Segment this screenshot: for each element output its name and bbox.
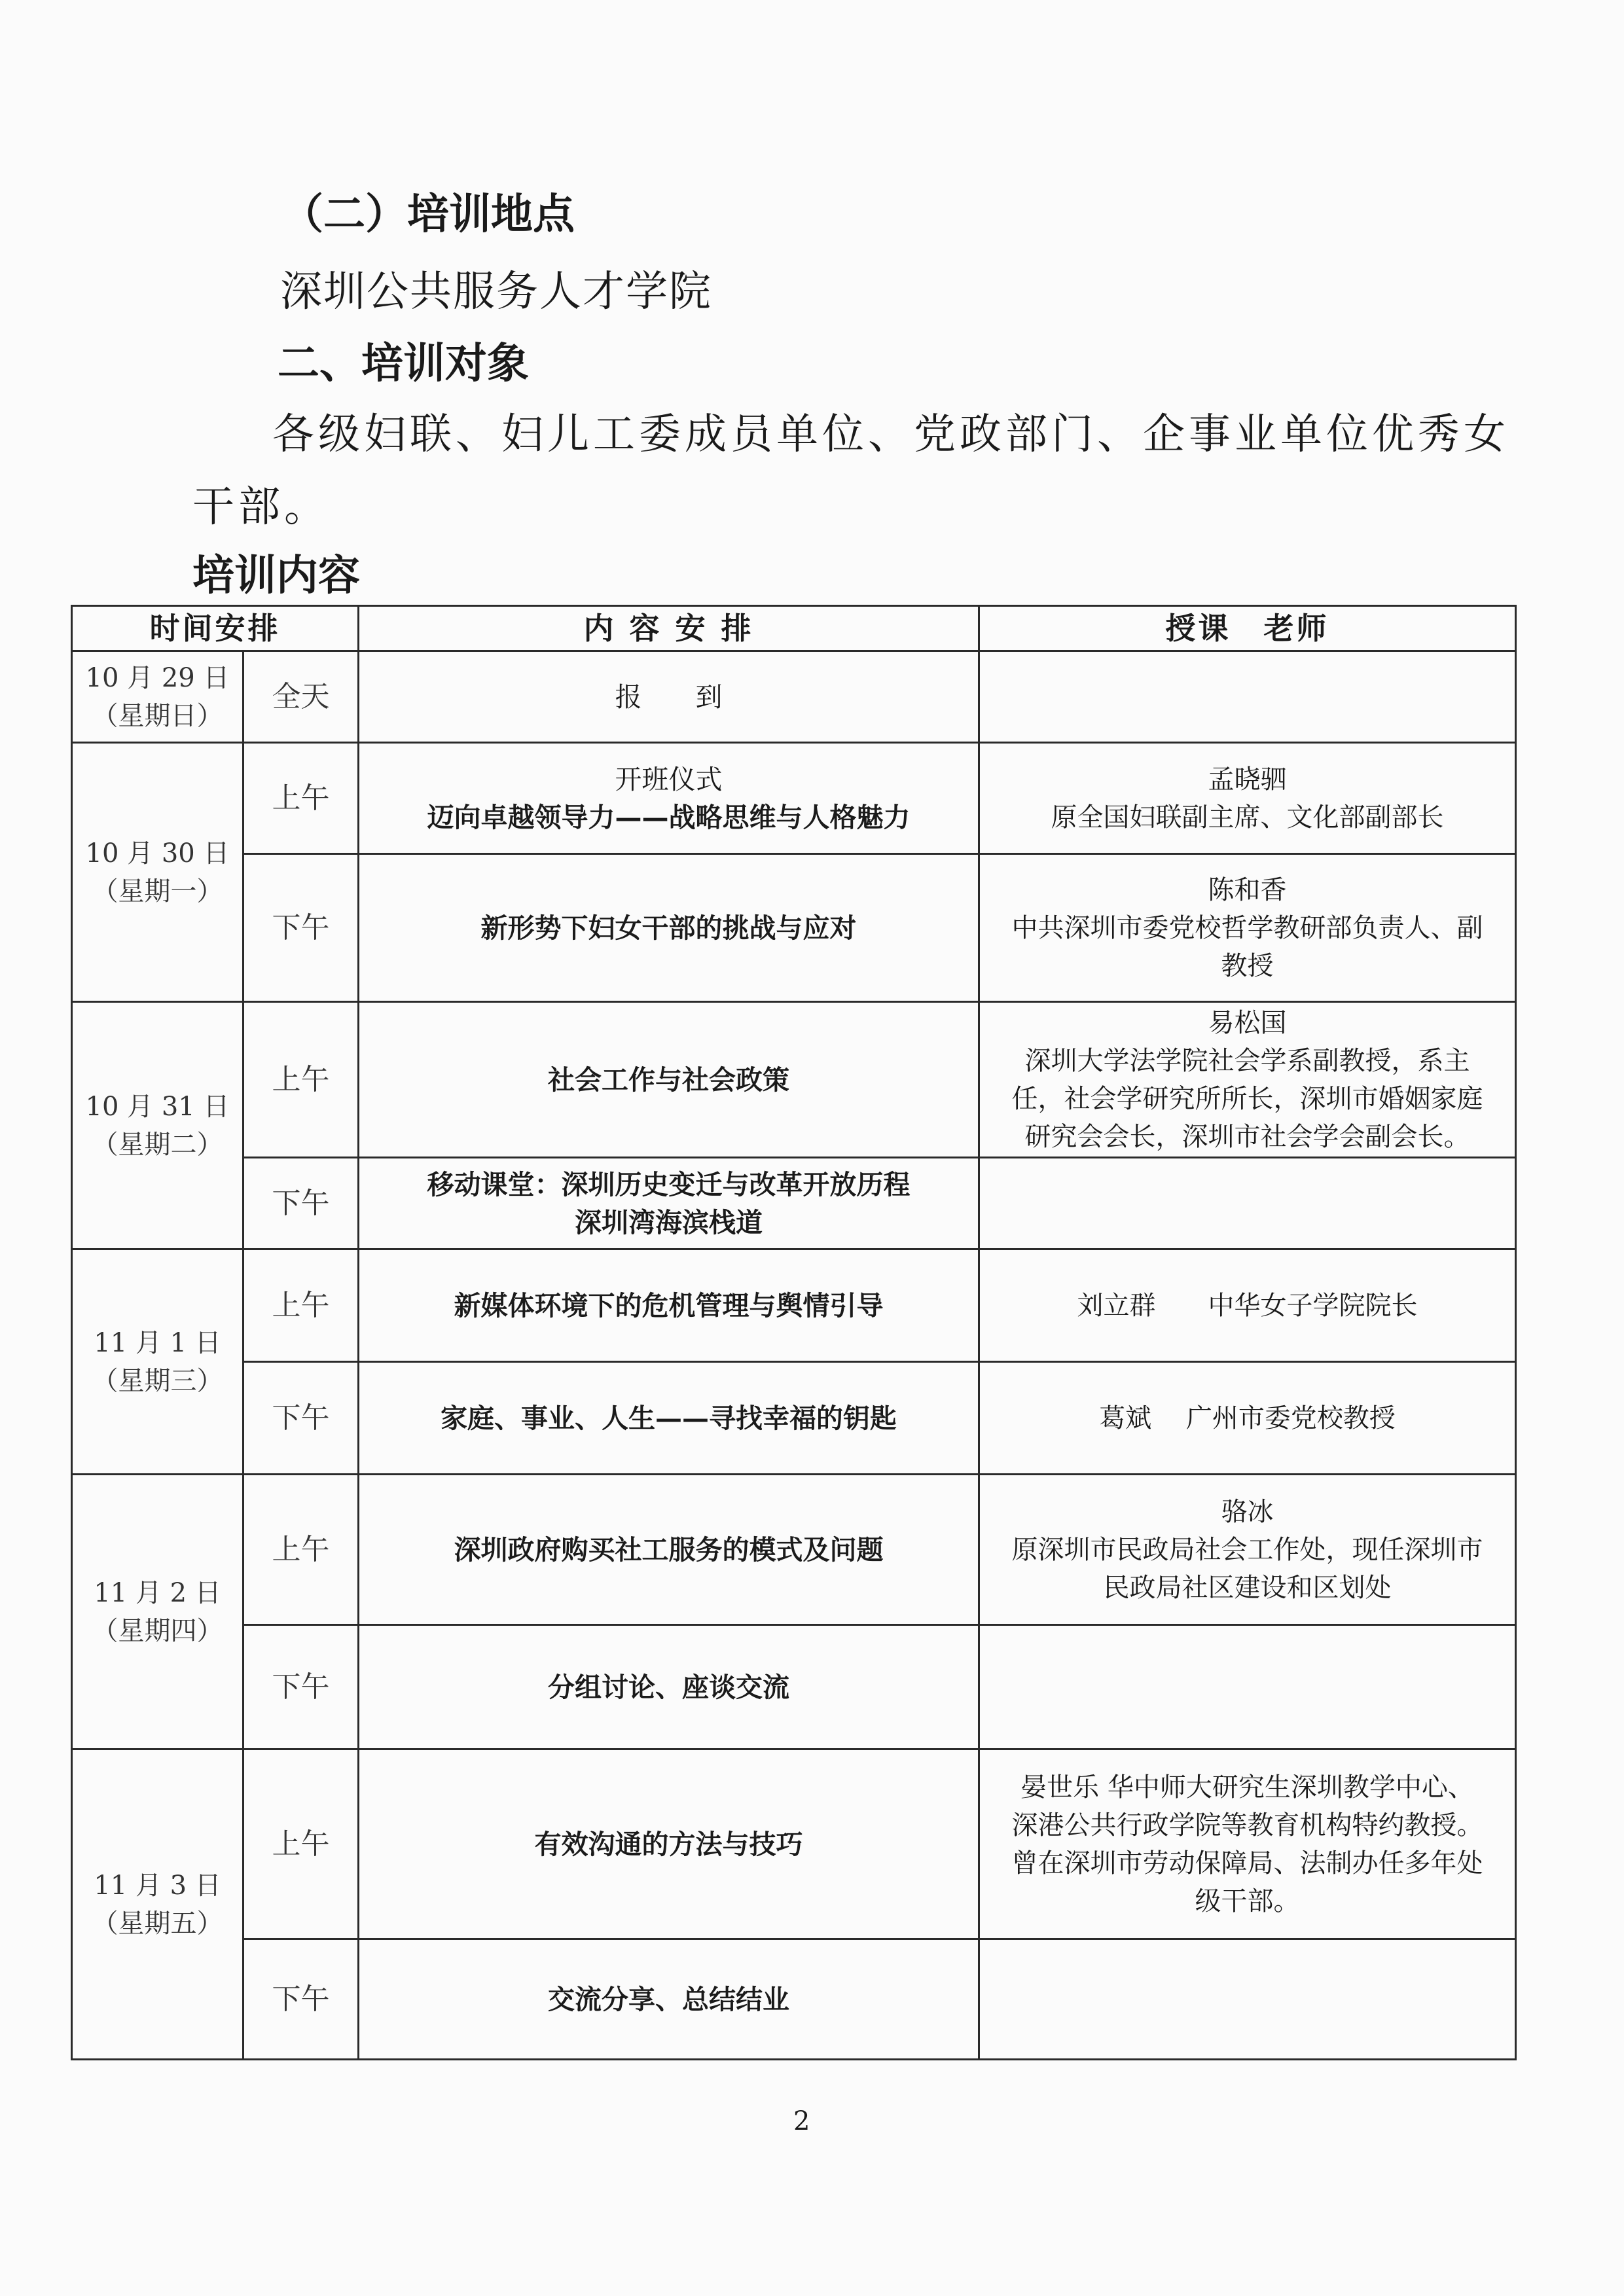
topic-cell (359, 1362, 979, 1475)
session-time-cell: 下午 (244, 1158, 359, 1249)
table-row (72, 1625, 1516, 1749)
teacher-line: 葛斌 广州市委党校教授 (1099, 1403, 1396, 1433)
topic-cell (359, 1249, 979, 1362)
table-header-row (72, 606, 1516, 651)
date-cell (72, 1749, 244, 2060)
weekday-text: （星期五） (92, 1908, 223, 1939)
teacher-cell (979, 1158, 1516, 1249)
session-time-cell: 下午 (244, 1362, 359, 1475)
table-row (72, 743, 1516, 854)
topic-cell (359, 1625, 979, 1749)
teacher-cell (979, 1475, 1516, 1625)
audience-text-line-1: 各级妇联、妇儿工委成员单位、党政部门、企事业单位优秀女 (272, 410, 1509, 459)
header-teacher: 授课 老师 (979, 606, 1516, 651)
weekday-text: （星期日） (92, 700, 223, 731)
session-time-cell: 下午 (244, 1625, 359, 1749)
topic-line: 家庭、事业、人生——寻找幸福的钥匙 (441, 1402, 897, 1434)
table-row (72, 1749, 1516, 1939)
topic-cell (359, 651, 979, 743)
date-text: 10 月 30 日 (85, 838, 230, 869)
table-row (72, 1475, 1516, 1625)
topic-cell (359, 1939, 979, 2060)
table-row (72, 1939, 1516, 2060)
topic-cell (359, 1475, 979, 1625)
teacher-line: 任，社会学研究所所长，深圳市婚姻家庭 (1011, 1083, 1483, 1114)
weekday-text: （星期二） (92, 1129, 223, 1160)
topic-cell (359, 1158, 979, 1249)
date-text: 11 月 2 日 (94, 1577, 221, 1608)
topic-line: 新媒体环境下的危机管理与舆情引导 (454, 1289, 884, 1321)
table-row (72, 1362, 1516, 1475)
date-text: 10 月 31 日 (85, 1091, 230, 1122)
topic-cell (359, 1749, 979, 1939)
table-row (72, 1158, 1516, 1249)
weekday-text: （星期一） (92, 876, 223, 906)
teacher-line: 曾在深圳市劳动保障局、法制办任多年处 (1011, 1848, 1483, 1878)
header-content: 内 容 安 排 (359, 606, 979, 651)
header-time: 时间安排 (72, 606, 359, 651)
teacher-line: 原深圳市民政局社会工作处，现任深圳市 (1011, 1534, 1483, 1565)
table-row (72, 651, 1516, 743)
table-row (72, 1249, 1516, 1362)
training-venue: 深圳公共服务人才学院 (280, 268, 712, 316)
teacher-line: 研究会会长，深圳市社会学会副会长。 (1024, 1121, 1470, 1152)
topic-line: 迈向卓越领导力——战略思维与人格魅力 (427, 801, 911, 833)
teacher-line: 骆冰 (1221, 1496, 1274, 1527)
teacher-cell (979, 1749, 1516, 1939)
teacher-line: 陈和香 (1208, 874, 1287, 905)
topic-line: 移动课堂：深圳历史变迁与改革开放历程 (427, 1168, 911, 1200)
schedule-table (71, 605, 1517, 2060)
topic-line: 分组讨论、座谈交流 (548, 1671, 789, 1703)
topic-line: 开班仪式 (615, 763, 723, 795)
topic-line: 交流分享、总结结业 (548, 1983, 789, 2015)
teacher-line: 孟晓驷 (1208, 764, 1287, 795)
topic-line: 新形势下妇女干部的挑战与应对 (480, 912, 857, 944)
session-time-cell: 上午 (244, 1249, 359, 1362)
weekday-text: （星期三） (92, 1365, 223, 1396)
date-text: 10 月 29 日 (85, 662, 230, 693)
teacher-line: 教授 (1221, 950, 1274, 981)
date-cell (72, 1249, 244, 1475)
table-row (72, 854, 1516, 1002)
date-cell (72, 1475, 244, 1749)
topic-line: 深圳政府购买社工服务的模式及问题 (454, 1534, 884, 1566)
session-time-cell: 上午 (244, 1002, 359, 1158)
topic-line: 有效沟通的方法与技巧 (534, 1828, 803, 1860)
date-text: 11 月 1 日 (94, 1327, 221, 1358)
topic-line: 报 到 (615, 681, 723, 713)
session-time-cell: 全天 (244, 651, 359, 743)
topic-line: 深圳湾海滨栈道 (575, 1206, 763, 1238)
teacher-cell (979, 1939, 1516, 2060)
page-number: 2 (793, 2106, 810, 2136)
date-cell (72, 1002, 244, 1249)
session-time-cell: 上午 (244, 1475, 359, 1625)
teacher-cell (979, 651, 1516, 743)
teacher-cell (979, 743, 1516, 854)
session-time-cell: 上午 (244, 743, 359, 854)
topic-cell (359, 1002, 979, 1158)
teacher-line: 民政局社区建设和区划处 (1103, 1572, 1392, 1603)
topic-cell (359, 743, 979, 854)
table-row (72, 1002, 1516, 1158)
teacher-line: 易松国 (1208, 1007, 1287, 1038)
teacher-cell (979, 854, 1516, 1002)
teacher-line: 晏世乐 华中师大研究生深圳教学中心、 (1020, 1772, 1474, 1803)
teacher-line: 深圳大学法学院社会学系副教授，系主 (1024, 1045, 1470, 1076)
teacher-cell (979, 1362, 1516, 1475)
teacher-line: 深港公共行政学院等教育机构特约教授。 (1011, 1810, 1483, 1840)
teacher-line: 原全国妇联副主席、文化部副部长 (1051, 802, 1444, 833)
teacher-cell (979, 1002, 1516, 1158)
teacher-line: 中共深圳市委党校哲学教研部负责人、副 (1011, 912, 1483, 943)
session-time-cell: 下午 (244, 1939, 359, 2060)
sub-heading-location: （二）培训地点 (281, 190, 575, 239)
date-cell (72, 651, 244, 743)
audience-text-line-2: 干部。 (192, 483, 330, 531)
section-heading-audience: 二、培训对象 (278, 340, 529, 388)
date-text: 11 月 3 日 (94, 1870, 221, 1901)
weekday-text: （星期四） (92, 1615, 223, 1646)
teacher-line: 刘立群 中华女子学院院长 (1077, 1290, 1418, 1321)
content-heading: 培训内容 (192, 552, 360, 600)
session-time-cell: 上午 (244, 1749, 359, 1939)
teacher-cell (979, 1625, 1516, 1749)
topic-cell (359, 854, 979, 1002)
teacher-line: 级干部。 (1195, 1886, 1300, 1916)
session-time-cell: 下午 (244, 854, 359, 1002)
teacher-cell (979, 1249, 1516, 1362)
topic-line: 社会工作与社会政策 (548, 1064, 789, 1096)
date-cell (72, 743, 244, 1002)
